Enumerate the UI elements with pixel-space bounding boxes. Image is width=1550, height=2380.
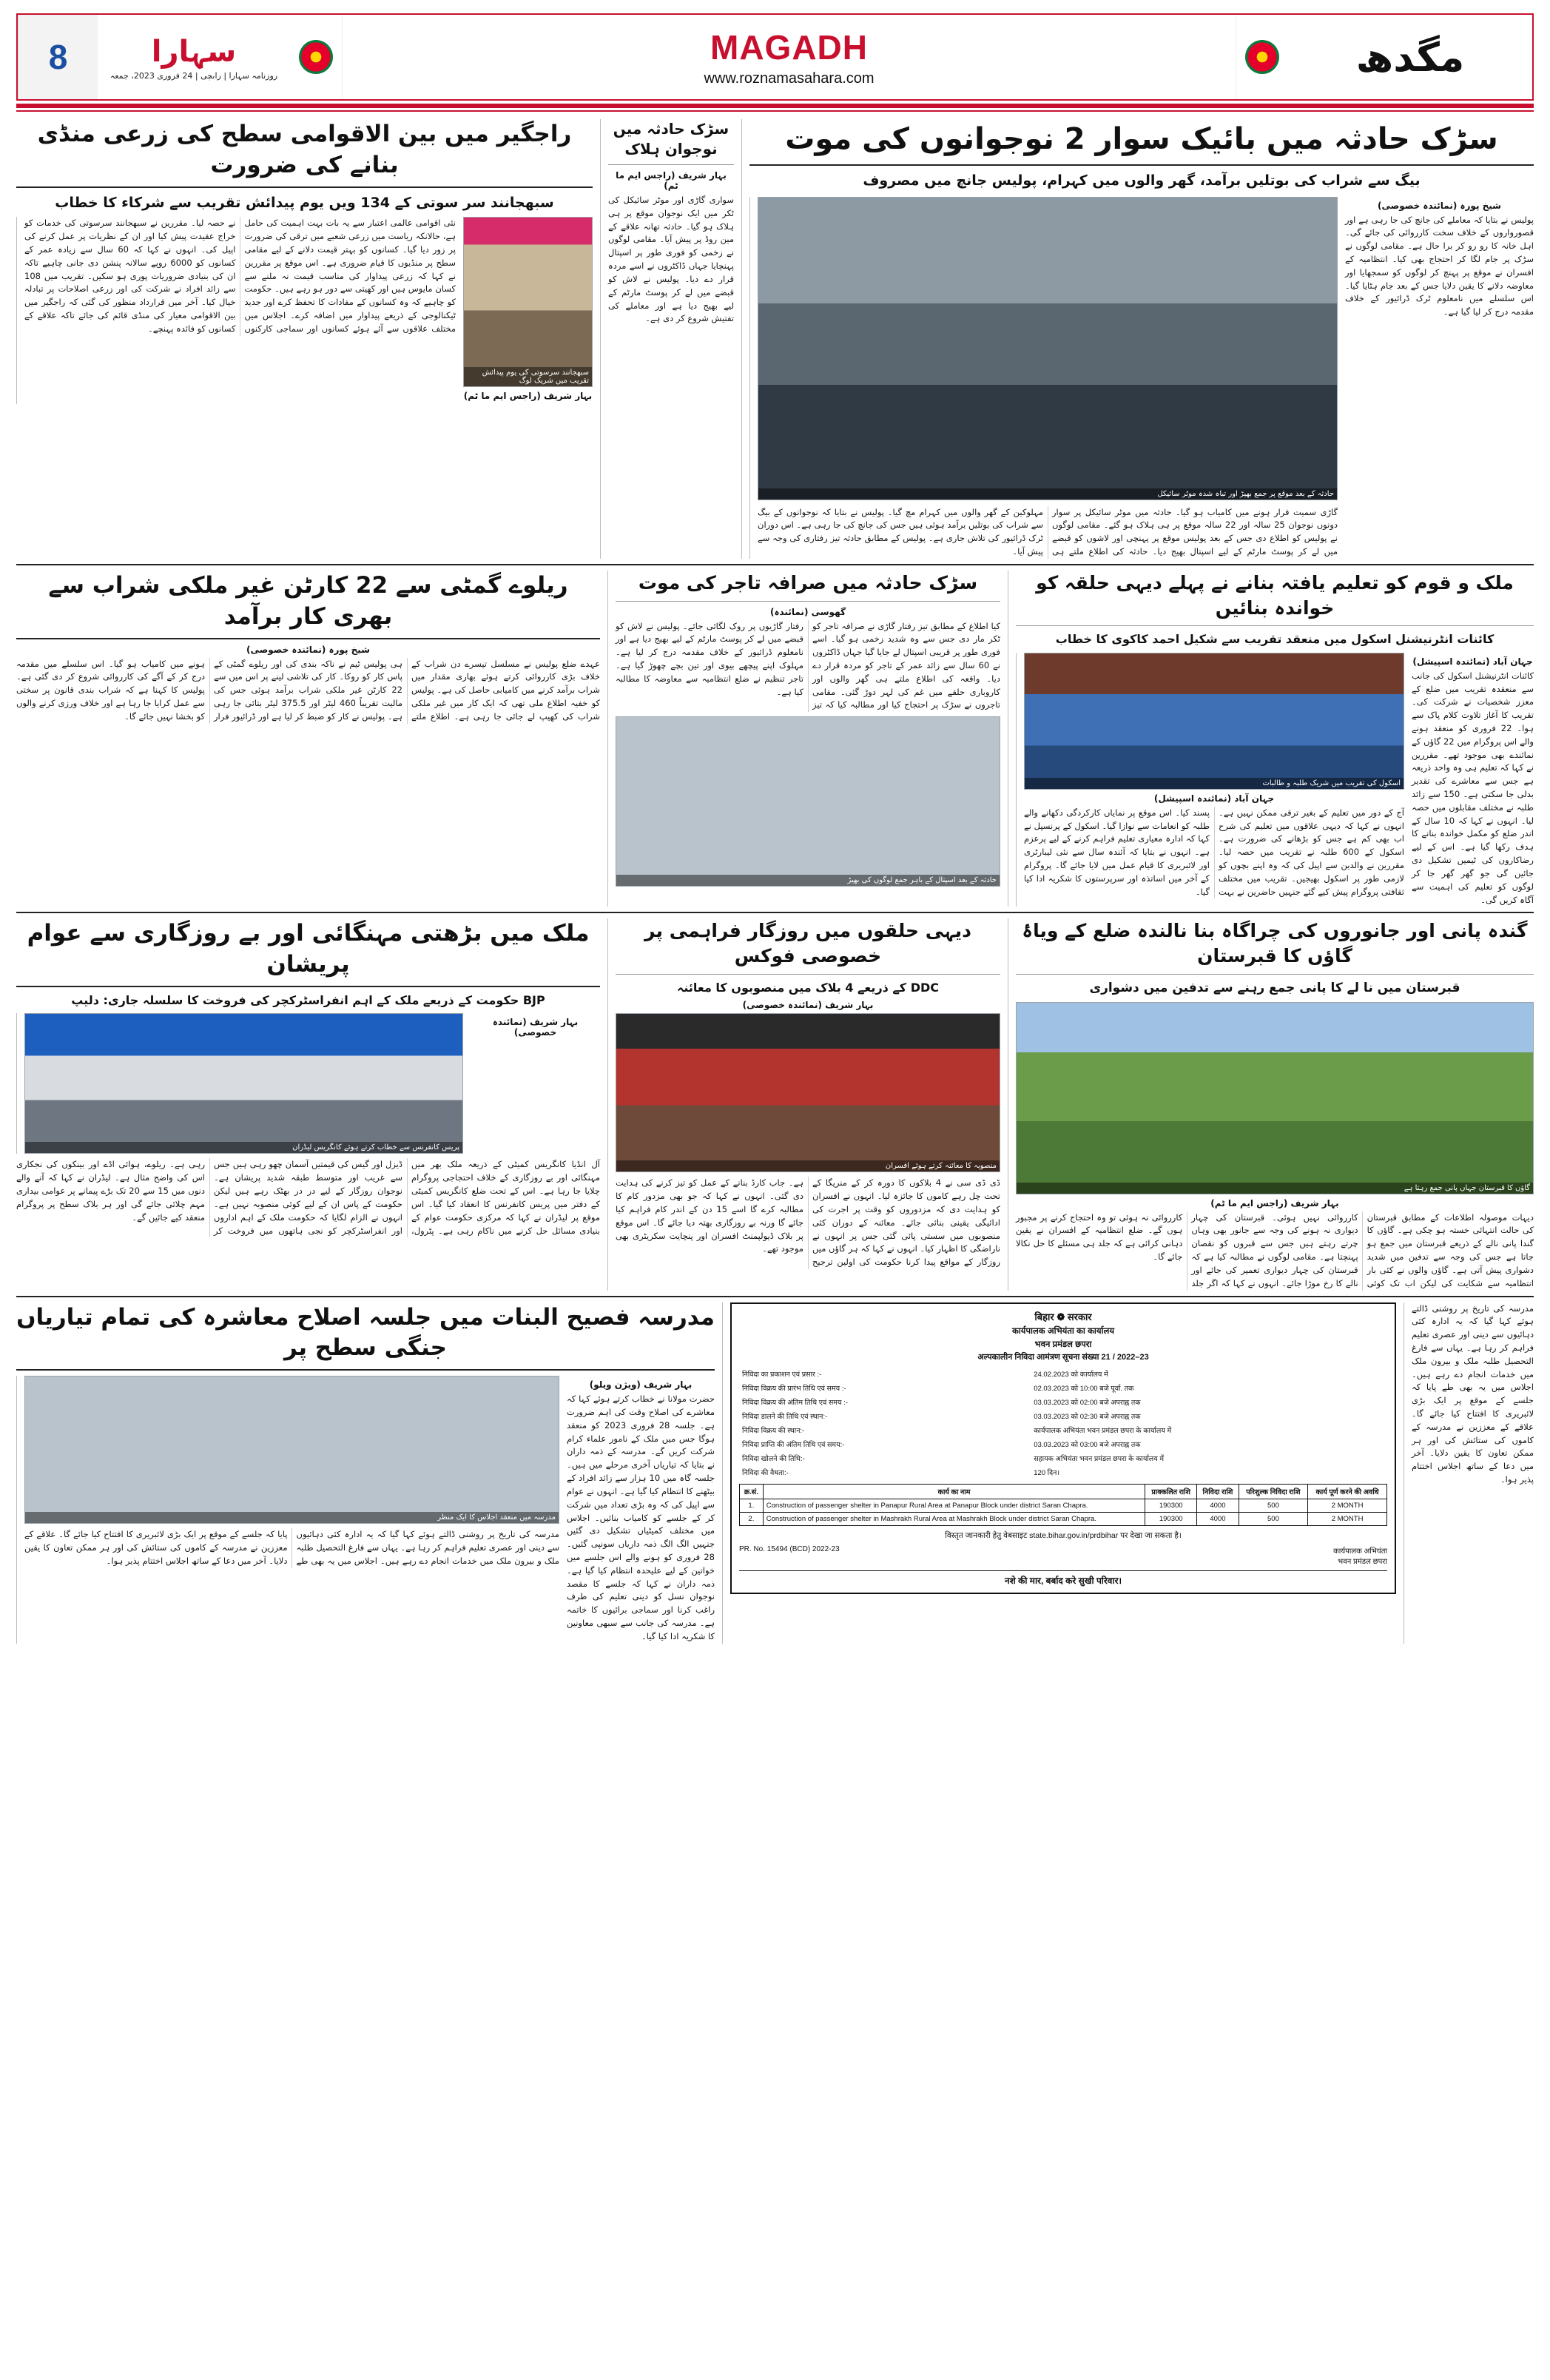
subheadline-inflation: BJP حکومت کے ذریعے ملک کے اہم انفراسٹرکچر کی فروخت کا سلسلہ جاری: دلیپ bbox=[71, 993, 545, 1008]
tender-item: निविदा की वैधता:- bbox=[742, 1468, 789, 1477]
cell-fee: 500 bbox=[1239, 1499, 1307, 1512]
article-body: ڈی ڈی سی نے 4 بلاکوں کا دورہ کر کے منریگا کے تحت چل رہے کاموں کا جائزہ لیا۔ انہوں نے افسران کو ہدایت دی کہ مزدوروں کو وقت پر اجرت کی ادائیگی یقینی بنائی جائے۔ معائنہ کے دوران کئی منصوبوں میں سستی پائی گئی جس پر انہوں نے ناراضگی کا اظہار کیا۔ انہوں نے کہا کہ ہر گاؤں میں روزگار کے مواقع پیدا کرنا حکومت کی اولین ترجیح ہے۔ جاب کارڈ بنانے کے عمل کو تیز کرنے کی ہدایت دی گئی۔ انہوں نے کہا کہ جو بھی مزدور کام کا مطالبہ کرے گا اسے 15 دن کے اندر کام فراہم کیا جائے گا ورنہ بے روزگاری بھتہ دیا جائے گا۔ اس موقع پر بلاک ڈیولپمنٹ افسران اور پنچایت سکریٹری بھی موجود تھے۔ bbox=[616, 1177, 1001, 1268]
section-divider bbox=[16, 1296, 1534, 1297]
website-url[interactable]: www.roznamasahara.com bbox=[704, 70, 875, 87]
tender-item: निविदा डालने की तिथि एवं स्थान:- bbox=[742, 1412, 828, 1421]
tender-office-line-1: कार्यपालक अभियंता का कार्यालय bbox=[1012, 1326, 1114, 1336]
photo-press-conference bbox=[24, 1013, 463, 1154]
photo-school-students bbox=[1024, 653, 1404, 790]
tender-item: निविदा प्राप्ति की अंतिम तिथि एवं समय:- bbox=[742, 1440, 845, 1449]
graveyard-continuation bbox=[1412, 1302, 1534, 1487]
masthead-rule bbox=[16, 104, 1534, 108]
madrasa-col-right bbox=[567, 1376, 715, 1643]
photo-meeting bbox=[463, 217, 593, 387]
logo-subline: روزنامہ سہارا | راںچی | 24 فروری 2023، جمعہ bbox=[109, 70, 278, 81]
tender-footer bbox=[739, 1545, 1387, 1566]
tender-signature-1: कार्यपालक अभियंता bbox=[1333, 1547, 1387, 1556]
masthead-rule-thin bbox=[16, 110, 1534, 112]
tender-item: निविदा विक्रय की अंतिम तिथि एवं समय :- bbox=[742, 1398, 848, 1407]
flower-icon bbox=[1245, 40, 1279, 74]
byline: جہان آباد (نمائندہ اسپیشل) bbox=[1153, 793, 1275, 804]
flower-icon bbox=[299, 40, 333, 74]
divider bbox=[608, 164, 734, 165]
column-separator bbox=[607, 918, 608, 1290]
photo-caption: گاؤں کا قبرستان جہاں پانی جمع رہتا ہے bbox=[1017, 1183, 1533, 1194]
tender-value: 03.03.2023 को 02:00 बजे अपराह्न तक bbox=[1034, 1398, 1141, 1407]
rajgir-body-row bbox=[16, 217, 593, 404]
article-jeweller-death bbox=[616, 571, 1000, 887]
madrasa-body-row bbox=[16, 1376, 715, 1643]
road-accident-col-left bbox=[758, 197, 1338, 559]
byline: شیخ پورہ (نمائندہ خصوصی) bbox=[246, 644, 370, 655]
photo-madrasa-meeting bbox=[24, 1376, 559, 1524]
tender-item: निविदा विक्रय की प्रारंभ तिथि एवं समय :- bbox=[742, 1384, 846, 1393]
headline-road-accident: سڑک حادثہ میں بائیک سوار 2 نوجوانوں کی موت bbox=[785, 122, 1498, 156]
photo-caption: مدرسہ میں منعقد اجلاس کا ایک منظر bbox=[25, 1512, 559, 1523]
tender-detail-row bbox=[739, 1451, 1387, 1465]
third-row bbox=[16, 918, 1534, 1290]
tender-value: 120 दिन। bbox=[1034, 1468, 1060, 1477]
masthead-center bbox=[342, 15, 1236, 99]
tender-item: निविदा विक्रय की स्थान:- bbox=[742, 1426, 805, 1435]
road-accident-col-right bbox=[1345, 197, 1534, 320]
inflation-col-left bbox=[24, 1013, 463, 1154]
tender-notice-line: अल्पकालीन निविदा आमंत्रण सूचना संख्या 21 / 2022–23 bbox=[977, 1352, 1149, 1362]
photo-graveyard-field bbox=[1016, 1002, 1534, 1194]
newspaper-logo bbox=[98, 15, 290, 99]
article-body: حضرت مولانا نے خطاب کرتے ہوئے کہا کہ معاشرے کی اصلاح وقت کی اہم ضرورت ہے۔ جلسہ 28 فروری 2023 کو منعقد ہوگا جس میں ملک کے نامور علماء کرام شرکت کریں گے۔ مدرسہ کے ذمہ داران نے بتایا کہ تیاریاں آخری مرحلے میں ہیں۔ جلسہ گاہ میں 10 ہزار سے زائد افراد کے بیٹھنے کا انتظام کیا گیا ہے۔ انہوں نے عوام سے اپیل کی کہ وہ بڑی تعداد میں شرکت کر کے جلسے کو کامیاب بنائیں۔ اجلاس میں مختلف کمیٹیاں تشکیل دی گئیں جنہیں الگ الگ ذمہ داریاں سونپی گئیں۔ 28 فروری کو ہونے والے اس جلسے میں خواتین کے لیے علیحدہ انتظام کیا گیا ہے۔ ذمہ داران نے کہا کہ جلسے کا مقصد نوجوان نسل کو دینی تعلیم کی طرف راغب کرنا اور سماجی برائیوں کا خاتمہ ہے۔ مدرسہ کی جانب سے سبھی معاونین کا شکریہ ادا کیا گیا۔ bbox=[567, 1394, 715, 1641]
article-body: مدرسہ کی تاریخ پر روشنی ڈالتے ہوئے کہا گیا کہ یہ ادارہ کئی دہائیوں سے دینی اور عصری تعلیم فراہم کر رہا ہے۔ یہاں سے فارغ التحصیل طلبہ ملک و بیرون ملک میں خدمات انجام دے رہے ہیں۔ اجلاس میں یہ بھی طے پایا کہ جلسے کے موقع پر ایک بڑی لائبریری کا افتتاح کیا جائے گا۔ علاقے کے معززین نے مدرسہ کے کاموں کی ستائش کی اور ہر ممکن تعاون کا یقین دلایا۔ آخر میں دعا کے ساتھ اجلاس اختتام پذیر ہوا۔ bbox=[1412, 1302, 1534, 1485]
tender-detail-row bbox=[739, 1367, 1387, 1381]
table-row bbox=[740, 1499, 1387, 1512]
madrasa-col-left bbox=[24, 1376, 559, 1567]
article-body: کیا اطلاع کے مطابق تیز رفتار گاڑی نے صرافہ تاجر کو ٹکر مار دی جس سے وہ شدید زخمی ہو گیا۔ اسے فوری طور پر قریبی اسپتال لے جایا گیا جہاں ڈاکٹروں نے 60 سال سے زائد عمر کے تاجر کو مردہ قرار دے دیا۔ واقعہ کی اطلاع ملتے ہی گھر والوں اور کاروباری حلقے میں غم کی لہر دوڑ گئی۔ مقامی تاجروں نے سڑک پر احتجاج کیا اور مطالبہ کیا کہ تیز رفتار گاڑیوں پر روک لگائی جائے۔ پولیس نے لاش کو قبضے میں لے کر پوسٹ مارٹم کے لیے بھیج دیا ہے اور نامعلوم ڈرائیور کے خلاف مقدمہ درج کر لیا ہے۔ مہلوک اپنے پیچھے بیوی اور تین بچے چھوڑ گیا ہے۔ تاجر تنظیم نے ضلع انتظامیہ سے معاوضہ کا مطالبہ کیا ہے۔ bbox=[616, 620, 1000, 710]
tender-detail-row bbox=[739, 1381, 1387, 1395]
tender-signature-2: भवन प्रमंडल छपरा bbox=[1338, 1557, 1387, 1566]
flower-ornament-left bbox=[290, 15, 342, 99]
tender-value: 03.03.2023 को 02:30 बजे अपराह्न तक bbox=[1034, 1412, 1141, 1421]
subheadline-graveyard: قبرستان میں نا لے کا پانی جمع رہنے سے تدفین میں دشواری bbox=[1089, 980, 1460, 995]
article-road-accident bbox=[749, 119, 1534, 559]
divider bbox=[16, 186, 593, 188]
inflation-col-right bbox=[471, 1013, 600, 1041]
photo-caption: حادثہ کے بعد موقع پر جمع بھیڑ اور تباہ شدہ موٹر سائیکل bbox=[758, 488, 1337, 500]
column-separator bbox=[607, 571, 608, 907]
subheadline-school: کائنات انٹرنیشنل اسکول میں منعقد تقریب سے شکیل احمد کاکوی کا خطاب bbox=[1055, 632, 1495, 647]
article-graveyard bbox=[1016, 918, 1534, 1290]
school-col-right bbox=[1412, 653, 1534, 907]
cell-fee: 500 bbox=[1239, 1512, 1307, 1525]
photo-caption: اسکول کی تقریب میں شریک طلبہ و طالبات bbox=[1025, 778, 1404, 789]
inflation-body-row bbox=[16, 1013, 600, 1154]
article-body: پولیس نے بتایا کہ معاملے کی جانچ کی جا رہی ہے اور قصورواروں کے خلاف سخت کارروائی کی جائے گی۔ اہل خانہ کا رو رو کر برا حال ہے۔ مقامی لوگوں نے سڑک پر جام لگا کر احتجاج بھی کیا۔ انتظامیہ کے افسران نے موقع پر پہنچ کر لوگوں کو سمجھایا اور معاوضہ دلانے کا یقین دلایا جس کے بعد جام ہٹایا گیا۔ اس سلسلے میں نامعلوم ٹرک ڈرائیور کے خلاف مقدمہ درج کر لیا گیا ہے۔ bbox=[1345, 214, 1534, 317]
edition-title: MAGADH bbox=[710, 27, 868, 67]
school-body-row bbox=[1016, 653, 1534, 907]
tender-item: निविदा खोलने की तिथि:- bbox=[742, 1454, 805, 1463]
divider bbox=[1016, 974, 1534, 975]
article-body: دیہات موصولہ اطلاعات کے مطابق قبرستان کی حالت انتہائی خستہ ہو چکی ہے۔ گاؤں کا گندا پانی نالے کے ذریعے قبرستان میں جمع ہو جاتا ہے جس کی وجہ سے تدفین میں شدید دشواری پیش آتی ہے۔ گاؤں والوں نے کئی بار انتظامیہ سے شکایت کی لیکن اب تک کوئی کارروائی نہیں ہوئی۔ قبرستان کی چہار دیواری نہ ہونے کی وجہ سے جانور بھی وہاں چرتے رہتے ہیں جس سے قبروں کو نقصان پہنچتا ہے۔ مقامی لوگوں نے مطالبہ کیا ہے کہ قبرستان کی چہار دیواری تعمیر کی جائے اور نالے کا رخ موڑا جائے۔ انہوں نے کہا کہ اگر جلد کارروائی نہ ہوئی تو وہ احتجاج کرنے پر مجبور ہوں گے۔ ضلع انتظامیہ کے افسران نے یقین دہانی کرائی ہے کہ جلد ہی مسئلے کا حل نکالا جائے گا۔ bbox=[1016, 1211, 1534, 1288]
byline: بہار شریف (نمائندہ خصوصی) bbox=[742, 1000, 874, 1011]
cell-tender-amount: 4000 bbox=[1197, 1499, 1239, 1512]
headline-jeweller: سڑک حادثہ میں صرافہ تاجر کی موت bbox=[638, 571, 978, 594]
page-number: 8 bbox=[48, 38, 68, 76]
tender-advertisement bbox=[730, 1302, 1396, 1594]
photo-caption: منصوبہ کا معائنہ کرتے ہوئے افسران bbox=[616, 1160, 1000, 1171]
tender-box bbox=[730, 1302, 1396, 1594]
col-duration: कार्य पूर्ण करने की अवधि bbox=[1308, 1484, 1387, 1499]
tender-govt-line: बिहार ❁ सरकार bbox=[1034, 1311, 1092, 1322]
tender-slogan: नशे की मार, बर्बाद करे सुखी परिवार। bbox=[739, 1570, 1387, 1587]
tender-pr-number: PR. No. 15494 (BCD) 2022-23 bbox=[739, 1544, 840, 1553]
article-body: عہدے ضلع پولیس نے مسلسل تیسرے دن شراب کے خلاف بڑی کارروائی کرتے ہوئے بھاری مقدار میں شراب برآمد کرنے میں کامیابی حاصل کی ہے۔ پولیس کو خفیہ اطلاع ملی تھی کہ ایک کار میں غیر ملکی شراب کی کھیپ لے جائی جا رہی ہے۔ اطلاع ملتے ہی پولیس ٹیم نے ناکہ بندی کی اور ریلوے گمٹی کے پاس کار کو روکا۔ کار کی تلاشی لینے پر اس میں سے 22 کارٹن غیر ملکی شراب برآمد ہوئی جس کی مالیت تقریباً 460 لیٹر اور 375.5 لیٹر بتائی جا رہی ہے۔ پولیس نے کار کو ضبط کر لیا ہے اور ڈرائیور فرار ہونے میں کامیاب ہو گیا۔ اس سلسلے میں مقدمہ درج کر کے آگے کی کارروائی شروع کر دی گئی ہے۔ پولیس کا کہنا ہے کہ شراب بندی قانون پر سختی سے عمل کرایا جا رہا ہے اور خلاف ورزی کرنے والوں کو بخشا نہیں جائے گا۔ bbox=[16, 658, 600, 722]
tender-detail-row bbox=[739, 1437, 1387, 1451]
col-serial: क्र.सं. bbox=[740, 1484, 764, 1499]
tender-value: 03.03.2023 को 03:00 बजे अपराह्न तक bbox=[1034, 1440, 1141, 1449]
rajgir-col-left bbox=[24, 217, 456, 335]
photo-inspection bbox=[616, 1013, 1000, 1172]
headline-school: ملک و قوم کو تعلیم یافتہ بنانے نے پہلے دیہی حلقہ کو خواندہ بنائیں bbox=[1036, 571, 1514, 619]
second-row bbox=[16, 571, 1534, 907]
table-row bbox=[740, 1512, 1387, 1525]
headline-rajgir: راجگیر میں بین الاقوامی سطح کی زرعی منڈی بنانے کی ضرورت bbox=[37, 121, 572, 178]
table-header-row bbox=[740, 1484, 1387, 1499]
tender-details-table bbox=[739, 1367, 1387, 1479]
section-divider bbox=[16, 564, 1534, 565]
logo-brand: سہارا bbox=[151, 34, 237, 69]
article-inflation bbox=[16, 918, 600, 1237]
photo-caption: پریس کانفرنس سے خطاب کرتے ہوئے کانگریس لیڈران bbox=[25, 1142, 462, 1153]
column-separator bbox=[600, 119, 601, 559]
section-divider bbox=[16, 912, 1534, 913]
cell-duration: 2 MONTH bbox=[1308, 1512, 1387, 1525]
article-rajgir-market bbox=[16, 119, 593, 404]
page-content bbox=[16, 119, 1534, 1644]
photo-accident-scene bbox=[758, 197, 1338, 500]
page-number-box bbox=[18, 15, 98, 99]
tender-detail-row bbox=[739, 1395, 1387, 1409]
divider bbox=[616, 601, 1000, 602]
byline: بہار شریف (راجس ایم ما ٹم) bbox=[616, 170, 727, 191]
headline-ddc: دیہی حلقوں میں روزگار فراہمی پر خصوصی فوکس bbox=[644, 920, 971, 967]
flower-ornament-right bbox=[1236, 15, 1288, 99]
column-separator bbox=[16, 1013, 17, 1154]
headline-youth-killed: سڑک حادثہ میں نوجوان ہلاک bbox=[613, 120, 729, 158]
cell-work-name: Construction of passenger shelter in Mashrakh Rural Area at Mashrakh Block under district Saran Chapra. bbox=[763, 1512, 1145, 1525]
cell-work-name: Construction of passenger shelter in Panapur Rural Area at Panapur Block under district Saran Chapra. bbox=[763, 1499, 1145, 1512]
tender-value: कार्यपालक अभियंता भवन प्रमंडल छपरा के कार्यालय में bbox=[1034, 1426, 1172, 1435]
tender-detail-row bbox=[739, 1423, 1387, 1437]
article-madrasa bbox=[16, 1302, 715, 1644]
column-separator bbox=[1016, 653, 1017, 907]
article-body: کائنات انٹرنیشنل اسکول کی جانب سے منعقدہ تقریب میں ضلع کے معزز شخصیات نے شرکت کی۔ تقریب کا آغاز تلاوت کلام پاک سے ہوا۔ 22 فروری کو منعقد ہونے والے اس پروگرام میں 22 گاؤں کے نمائندے بھی موجود تھے۔ مقررین نے کہا کہ تعلیم ہی وہ واحد ذریعہ ہے جس سے معاشرے کی تقدیر بدلی جا سکتی ہے۔ 150 سے زائد طلبہ نے مختلف مقابلوں میں حصہ لیا۔ انہوں نے کہا کہ 10 سال کے اندر ضلع کو مکمل خواندہ بنانے کا ہدف رکھا گیا ہے۔ اس کے لیے رضاکاروں کی ٹیمیں تشکیل دی جائیں گی جو گھر گھر جا کر لوگوں کو تعلیم کی اہمیت سے آگاہ کریں گی۔ bbox=[1412, 670, 1534, 905]
divider bbox=[1016, 625, 1534, 626]
byline: بہار شریف (نمائندہ خصوصی) bbox=[492, 1017, 579, 1038]
col-tender-fee: परिशुल्क निविदा राशि bbox=[1239, 1484, 1307, 1499]
cell-serial: 2. bbox=[740, 1512, 764, 1525]
article-body: نئی اقوامی عالمی اعتبار سے یہ بات بہت اہمیت کی حامل ہے، حالانکہ ریاست میں زرعی شعبے میں ترقی کی ضرورت پر زور دیا گیا۔ کسانوں کو بہتر قیمت دلانے کے لیے مقامی سطح پر منڈیوں کا قیام ضروری ہے۔ اس موقع پر مقررین نے کہا کہ زرعی پیداوار کی مناسب قیمت نہ ملنے سے کسان مایوس ہیں اور کھیتی سے دور ہو رہے ہیں۔ حکومت کو چاہیے کہ وہ کسانوں کے مفادات کا تحفظ کرے اور جدید ٹیکنالوجی کے ذریعے پیداوار میں اضافہ کرے۔ اجلاس میں مختلف علاقوں سے آئے ہوئے کسانوں اور سماجی کارکنوں نے حصہ لیا۔ مقررین نے سبھجانند سرسوتی کی خدمات کو خراج عقیدت پیش کیا اور ان کے نظریات پر عمل کرنے کی اپیل کی۔ انہوں نے کہا کہ 60 سال سے زیادہ عمر کے کسانوں کو 6000 روپے سالانہ پنشن دی جانی چاہیے تاکہ ان کی بنیادی ضروریات پوری ہو سکیں۔ تقریب میں 108 سے زائد افراد نے شرکت کی اور زرعی اصلاحات پر تبادلہ خیال کیا۔ آخر میں قرارداد منظور کی گئی کہ راجگیر میں بین الاقوامی معیار کی منڈی قائم کی جائے تاکہ علاقے کے کسانوں کو فائدہ پہنچے۔ bbox=[24, 218, 456, 334]
masthead bbox=[16, 13, 1534, 101]
photo-caption: سبھجانند سرسوتی کی یوم پیدائش تقریب میں شریک لوگ bbox=[464, 367, 592, 386]
headline-railway-liquor: ریلوے گمٹی سے 22 کارٹن غیر ملکی شراب سے بھری کار برآمد bbox=[48, 571, 568, 630]
rajgir-col-right bbox=[463, 217, 593, 404]
tender-value: 24.02.2023 को कार्यालय में bbox=[1034, 1370, 1108, 1379]
divider bbox=[16, 638, 600, 639]
cell-estimated: 190300 bbox=[1145, 1499, 1197, 1512]
byline: گھوسی (نمائندہ) bbox=[770, 606, 846, 617]
headline-graveyard: گندہ پانی اور جانوروں کی چراگاہ بنا نالندہ ضلع کے ویاۂ گاؤں کا قبرستان bbox=[1022, 920, 1528, 967]
article-body: مدرسہ کی تاریخ پر روشنی ڈالتے ہوئے کہا گیا کہ یہ ادارہ کئی دہائیوں سے دینی اور عصری تعلیم فراہم کر رہا ہے۔ یہاں سے فارغ التحصیل طلبہ ملک و بیرون ملک میں خدمات انجام دے رہے ہیں۔ اجلاس میں یہ بھی طے پایا کہ جلسے کے موقع پر ایک بڑی لائبریری کا افتتاح کیا جائے گا۔ علاقے کے معززین نے مدرسہ کے کاموں کی ستائش کی اور ہر ممکن تعاون کا یقین دلایا۔ آخر میں دعا کے ساتھ اجلاس اختتام پذیر ہوا۔ bbox=[24, 1529, 559, 1566]
divider bbox=[616, 974, 1000, 975]
subheadline-road-accident: بیگ سے شراب کی بوتلیں برآمد، گھر والوں میں کہرام، پولیس جانچ میں مصروف bbox=[863, 172, 1421, 189]
article-youth-killed bbox=[608, 119, 734, 326]
col-estimated-amount: प्राक्कलित राशि bbox=[1145, 1484, 1197, 1499]
column-separator bbox=[749, 197, 750, 559]
headline-inflation: ملک میں بڑھتی مہنگائی اور بے روزگاری سے عوام پریشان bbox=[27, 920, 590, 978]
tender-item: निविदा का प्रकाशन एवं प्रसार :- bbox=[742, 1370, 822, 1379]
tender-works-table bbox=[739, 1484, 1387, 1526]
school-col-left bbox=[1024, 653, 1404, 899]
column-separator bbox=[722, 1302, 723, 1644]
road-accident-body-row bbox=[749, 197, 1534, 559]
byline: شیخ پورہ (نمائندہ خصوصی) bbox=[1378, 200, 1501, 211]
byline: بہار شریف (راجس ایم ما ٹم) bbox=[1210, 1197, 1339, 1209]
article-ddc-employment bbox=[616, 918, 1000, 1269]
article-body: آل انڈیا کانگریس کمیٹی کے ذریعہ ملک بھر میں مہنگائی اور بے روزگاری کے خلاف احتجاجی پروگرام چلایا جا رہا ہے۔ اس کے تحت ضلع کانگریس کمیٹی کے دفتر میں پریس کانفرنس کا انعقاد کیا گیا۔ اس موقع پر لیڈران نے کہا کہ مرکزی حکومت عوام کے بنیادی مسائل حل کرنے میں ناکام رہی ہے۔ پٹرول، ڈیزل اور گیس کی قیمتیں آسمان چھو رہی ہیں جس سے غریب اور متوسط طبقہ شدید پریشان ہے۔ نوجوان روزگار کے لیے در در بھٹک رہے ہیں لیکن حکومت کے پاس ان کے لیے کوئی منصوبہ نہیں ہے۔ انہوں نے الزام لگایا کہ حکومت ملک کے اہم اداروں اور انفراسٹرکچر کو نجی ہاتھوں میں فروخت کر رہی ہے۔ ریلوے، ہوائی اڈے اور بینکوں کی نجکاری اس کی واضح مثال ہے۔ لیڈران نے کہا کہ آنے والے دنوں میں 15 سے 20 تک بڑے پیمانے پر عوامی بیداری مہم چلائی جائے گی اور ہر بلاک سطح پر پروگرام منعقد کیے جائیں گے۔ bbox=[16, 1159, 600, 1236]
photo-ambulance-crowd bbox=[616, 716, 1000, 887]
divider bbox=[749, 164, 1534, 166]
byline: بہار شریف (راجس ایم ما ٹم) bbox=[463, 391, 593, 402]
cell-duration: 2 MONTH bbox=[1308, 1499, 1387, 1512]
bottom-row bbox=[16, 1302, 1534, 1644]
column-separator bbox=[16, 1376, 17, 1643]
col-tender-amount: निविदा राशि bbox=[1197, 1484, 1239, 1499]
col-work-name: कार्य का नाम bbox=[763, 1484, 1145, 1499]
divider bbox=[16, 986, 600, 987]
divider bbox=[16, 1369, 715, 1371]
subheadline-ddc: DDC کے ذریعے 4 بلاک میں منصوبوں کا معائنہ bbox=[676, 980, 939, 995]
photo-caption: حادثہ کے بعد اسپتال کے باہر جمع لوگوں کی بھیڑ bbox=[616, 875, 1000, 886]
column-separator bbox=[16, 217, 17, 404]
top-row bbox=[16, 119, 1534, 559]
tender-value: सहायक अभियंता भवन प्रमंडल छपरा के कार्यालय में bbox=[1034, 1454, 1165, 1463]
article-school-literacy bbox=[1016, 571, 1534, 907]
byline: بہار شریف (ویژن ویلو) bbox=[589, 1379, 693, 1391]
article-body: گاڑی سمیت فرار ہونے میں کامیاب ہو گیا۔ حادثہ میں موٹر سائیکل پر سوار دونوں نوجوان 25 سالہ اور 22 سالہ موقع پر ہی ہلاک ہو گئے۔ مقامی لوگوں نے پولیس کو اطلاع دی جس کے بعد پولیس موقع پر پہنچی اور لاشوں کو قبضے میں لے کر پوسٹ مارٹم کے لیے اسپتال بھیج دیا۔ حادثہ کی اطلاع ملتے ہی مہلوکین کے گھر والوں میں کہرام مچ گیا۔ پولیس نے بتایا کہ نوجوانوں کے بیگ سے شراب کی بوتلیں برآمد ہوئی ہیں جس کی جانچ کی جا رہی ہے۔ اس دوران ٹرک ڈرائیور کی تلاش جاری ہے۔ پولیس کے مطابق حادثہ تیز رفتاری کی وجہ سے پیش آیا۔ bbox=[758, 506, 1338, 557]
edition-title-urdu: مگدھ bbox=[1355, 33, 1465, 81]
article-body: سواری گاڑی اور موٹر سائیکل کی ٹکر میں ایک نوجوان موقع پر ہی ہلاک ہو گیا۔ حادثہ تھانہ علاقے کے مین روڈ پر پیش آیا۔ مقامی لوگوں نے زخمی کو فوری طور پر اسپتال پہنچایا جہاں ڈاکٹروں نے اسے مردہ قرار دے دیا۔ پولیس نے لاش کو قبضے میں لے کر پوسٹ مارٹم کے لیے بھیج دیا ہے اور معاملے کی تفتیش شروع کر دی ہے۔ bbox=[608, 195, 734, 324]
headline-madrasa: مدرسہ فصیح البنات میں جلسہ اصلاح معاشرہ کی تمام تیاریاں جنگی سطح پر bbox=[16, 1303, 715, 1362]
byline: جہان آباد (نمائندہ اسپیشل) bbox=[1412, 656, 1533, 667]
column-separator bbox=[741, 119, 742, 559]
tender-office-line-2: भवन प्रमंडल छपरा bbox=[1034, 1339, 1092, 1349]
cell-tender-amount: 4000 bbox=[1197, 1512, 1239, 1525]
tender-detail-row bbox=[739, 1465, 1387, 1479]
subheadline-rajgir: سبھجانند سر سوتی کے 134 ویں یوم پیدائش تقریب سے شرکاء کا خطاب bbox=[55, 194, 554, 211]
article-body: آج کے دور میں تعلیم کے بغیر ترقی ممکن نہیں ہے۔ انہوں نے کہا کہ دیہی علاقوں میں تعلیم کی شرح اب بھی کم ہے جس کو بڑھانے کی ضرورت ہے۔ اسکول کے 600 طلبہ نے تقریب میں حصہ لیا۔ مقررین نے والدین سے اپیل کی کہ وہ اپنے بچوں کو لازمی طور پر اسکول بھیجیں۔ تقریب میں مختلف ثقافتی پروگرام پیش کیے گئے جنہیں حاضرین نے بہت پسند کیا۔ اس موقع پر نمایاں کارکردگی دکھانے والے طلبہ کو انعامات سے نوازا گیا۔ اسکول کے پرنسپل نے کہا کہ ادارہ معیاری تعلیم فراہم کرنے کے لیے پرعزم ہے۔ انہوں نے بتایا کہ آئندہ سال سے نئی لیبارٹری اور لائبریری کا قیام عمل میں لایا جائے گا۔ پروگرام کے آخر میں اساتذہ اور سرپرستوں کا شکریہ ادا کیا گیا۔ bbox=[1024, 807, 1404, 897]
tender-value: 02.03.2023 को 10:00 बजे पूर्वा. तक bbox=[1034, 1384, 1134, 1393]
cell-estimated: 190300 bbox=[1145, 1512, 1197, 1525]
cell-serial: 1. bbox=[740, 1499, 764, 1512]
tender-detail-row bbox=[739, 1409, 1387, 1423]
article-railway-liquor bbox=[16, 571, 600, 724]
tender-website-line: विस्तृत जानकारी हेतु वेबसाइट state.bihar.gov.in/prdbihar पर देखा जा सकता है। bbox=[945, 1530, 1182, 1540]
